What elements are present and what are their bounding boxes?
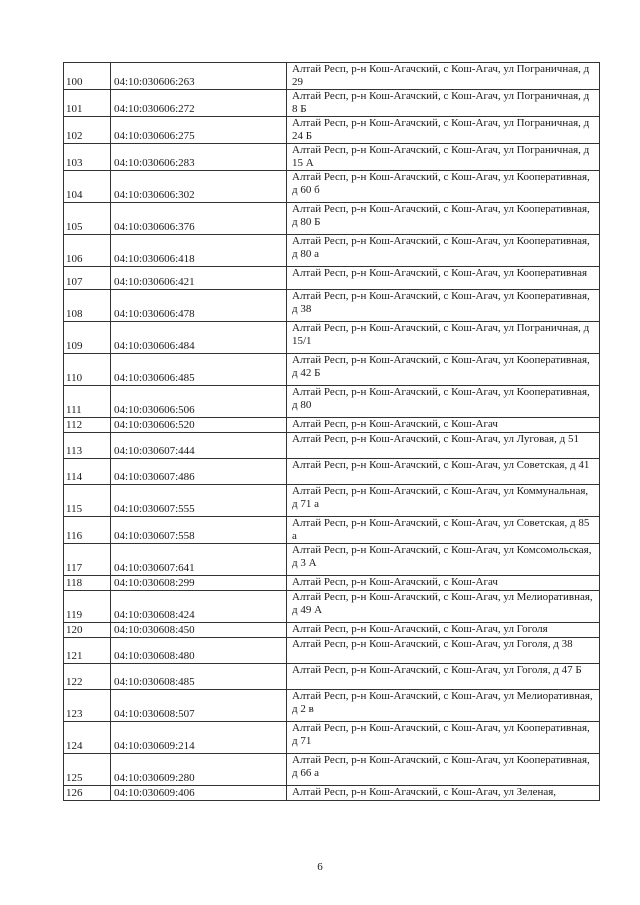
cadastral-number: 04:10:030608:507 (111, 690, 287, 722)
table-row (64, 591, 600, 623)
cadastral-number: 04:10:030608:450 (111, 623, 287, 638)
address: Алтай Респ, р-н Кош-Агачский, с Кош-Агач, ул Гоголя, д 38 (287, 638, 600, 664)
table-row (64, 203, 600, 235)
address: Алтай Респ, р-н Кош-Агачский, с Кош-Агач, ул Кооперативная, д 80 (287, 386, 600, 418)
cadastral-number: 04:10:030606:484 (111, 322, 287, 354)
row-number: 114 (64, 459, 111, 485)
table-row (64, 754, 600, 786)
address: Алтай Респ, р-н Кош-Агачский, с Кош-Агач, ул Гоголя (287, 623, 600, 638)
address: Алтай Респ, р-н Кош-Агачский, с Кош-Агач, ул Кооперативная, д 71 (287, 722, 600, 754)
table-row (64, 485, 600, 517)
address: Алтай Респ, р-н Кош-Агачский, с Кош-Агач, ул Гоголя, д 47 Б (287, 664, 600, 690)
row-number: 104 (64, 171, 111, 203)
table-row (64, 117, 600, 144)
table-row (64, 90, 600, 117)
row-number: 101 (64, 90, 111, 117)
cadastral-number: 04:10:030606:478 (111, 290, 287, 322)
address: Алтай Респ, р-н Кош-Агачский, с Кош-Агач, ул Пограничная, д 29 (287, 63, 600, 90)
cadastral-number: 04:10:030607:555 (111, 485, 287, 517)
row-number: 100 (64, 63, 111, 90)
address: Алтай Респ, р-н Кош-Агачский, с Кош-Агач, ул Зеленая, (287, 786, 600, 801)
address: Алтай Респ, р-н Кош-Агачский, с Кош-Агач, ул Кооперативная, д 60 б (287, 171, 600, 203)
address: Алтай Респ, р-н Кош-Агачский, с Кош-Агач, ул Пограничная, д 24 Б (287, 117, 600, 144)
row-number: 116 (64, 517, 111, 544)
cadastral-number: 04:10:030609:214 (111, 722, 287, 754)
cadastral-number: 04:10:030606:272 (111, 90, 287, 117)
row-number: 105 (64, 203, 111, 235)
address: Алтай Респ, р-н Кош-Агачский, с Кош-Агач, ул Пограничная, д 15/1 (287, 322, 600, 354)
table-row (64, 144, 600, 171)
table-row (64, 267, 600, 290)
table-row (64, 517, 600, 544)
address: Алтай Респ, р-н Кош-Агачский, с Кош-Агач, ул Мелиоративная, д 2 в (287, 690, 600, 722)
address: Алтай Респ, р-н Кош-Агачский, с Кош-Агач, ул Пограничная, д 15 А (287, 144, 600, 171)
row-number: 113 (64, 433, 111, 459)
cadastral-number: 04:10:030606:302 (111, 171, 287, 203)
table-row (64, 322, 600, 354)
table-row (64, 664, 600, 690)
address: Алтай Респ, р-н Кош-Агачский, с Кош-Агач, ул Кооперативная (287, 267, 600, 290)
table-row (64, 576, 600, 591)
parcel-table-body (64, 63, 600, 801)
row-number: 109 (64, 322, 111, 354)
row-number: 119 (64, 591, 111, 623)
cadastral-number: 04:10:030606:520 (111, 418, 287, 433)
row-number: 117 (64, 544, 111, 576)
address: Алтай Респ, р-н Кош-Агачский, с Кош-Агач, ул Советская, д 41 (287, 459, 600, 485)
row-number: 103 (64, 144, 111, 171)
cadastral-number: 04:10:030608:480 (111, 638, 287, 664)
row-number: 120 (64, 623, 111, 638)
cadastral-number: 04:10:030607:641 (111, 544, 287, 576)
address: Алтай Респ, р-н Кош-Агачский, с Кош-Агач, ул Кооперативная, д 42 Б (287, 354, 600, 386)
cadastral-number: 04:10:030608:424 (111, 591, 287, 623)
cadastral-number: 04:10:030606:485 (111, 354, 287, 386)
table-row (64, 63, 600, 90)
table-row (64, 418, 600, 433)
table-row (64, 722, 600, 754)
address: Алтай Респ, р-н Кош-Агачский, с Кош-Агач (287, 576, 600, 591)
row-number: 124 (64, 722, 111, 754)
address: Алтай Респ, р-н Кош-Агачский, с Кош-Агач, ул Пограничная, д 8 Б (287, 90, 600, 117)
cadastral-number: 04:10:030608:299 (111, 576, 287, 591)
table-row (64, 459, 600, 485)
row-number: 126 (64, 786, 111, 801)
table-row (64, 171, 600, 203)
row-number: 108 (64, 290, 111, 322)
cadastral-number: 04:10:030609:280 (111, 754, 287, 786)
row-number: 118 (64, 576, 111, 591)
parcel-table (63, 62, 600, 801)
row-number: 115 (64, 485, 111, 517)
table-row (64, 786, 600, 801)
cadastral-number: 04:10:030606:376 (111, 203, 287, 235)
cadastral-number: 04:10:030606:263 (111, 63, 287, 90)
address: Алтай Респ, р-н Кош-Агачский, с Кош-Агач, ул Кооперативная, д 66 а (287, 754, 600, 786)
table-row (64, 623, 600, 638)
table-row (64, 386, 600, 418)
row-number: 121 (64, 638, 111, 664)
cadastral-number: 04:10:030606:283 (111, 144, 287, 171)
address: Алтай Респ, р-н Кош-Агачский, с Кош-Агач, ул Коммунальная, д 71 а (287, 485, 600, 517)
row-number: 110 (64, 354, 111, 386)
row-number: 123 (64, 690, 111, 722)
address: Алтай Респ, р-н Кош-Агачский, с Кош-Агач, ул Комсомольская, д 3 А (287, 544, 600, 576)
table-row (64, 354, 600, 386)
row-number: 122 (64, 664, 111, 690)
address: Алтай Респ, р-н Кош-Агачский, с Кош-Агач, ул Кооперативная, д 38 (287, 290, 600, 322)
row-number: 111 (64, 386, 111, 418)
row-number: 125 (64, 754, 111, 786)
address: Алтай Респ, р-н Кош-Агачский, с Кош-Агач, ул Мелиоративная, д 49 А (287, 591, 600, 623)
table-row (64, 433, 600, 459)
cadastral-number: 04:10:030607:444 (111, 433, 287, 459)
address: Алтай Респ, р-н Кош-Агачский, с Кош-Агач, ул Луговая, д 51 (287, 433, 600, 459)
address: Алтай Респ, р-н Кош-Агачский, с Кош-Агач (287, 418, 600, 433)
row-number: 106 (64, 235, 111, 267)
row-number: 102 (64, 117, 111, 144)
cadastral-number: 04:10:030606:421 (111, 267, 287, 290)
cadastral-number: 04:10:030607:558 (111, 517, 287, 544)
cadastral-number: 04:10:030607:486 (111, 459, 287, 485)
cadastral-number: 04:10:030606:275 (111, 117, 287, 144)
cadastral-number: 04:10:030608:485 (111, 664, 287, 690)
page-number: 6 (317, 861, 323, 873)
address: Алтай Респ, р-н Кош-Агачский, с Кош-Агач, ул Советская, д 85 а (287, 517, 600, 544)
cadastral-number: 04:10:030606:418 (111, 235, 287, 267)
table-row (64, 638, 600, 664)
table-row (64, 690, 600, 722)
table-row (64, 290, 600, 322)
address: Алтай Респ, р-н Кош-Агачский, с Кош-Агач, ул Кооперативная, д 80 Б (287, 203, 600, 235)
cadastral-number: 04:10:030609:406 (111, 786, 287, 801)
address: Алтай Респ, р-н Кош-Агачский, с Кош-Агач, ул Кооперативная, д 80 а (287, 235, 600, 267)
row-number: 112 (64, 418, 111, 433)
table-row (64, 544, 600, 576)
cadastral-number: 04:10:030606:506 (111, 386, 287, 418)
row-number: 107 (64, 267, 111, 290)
table-row (64, 235, 600, 267)
